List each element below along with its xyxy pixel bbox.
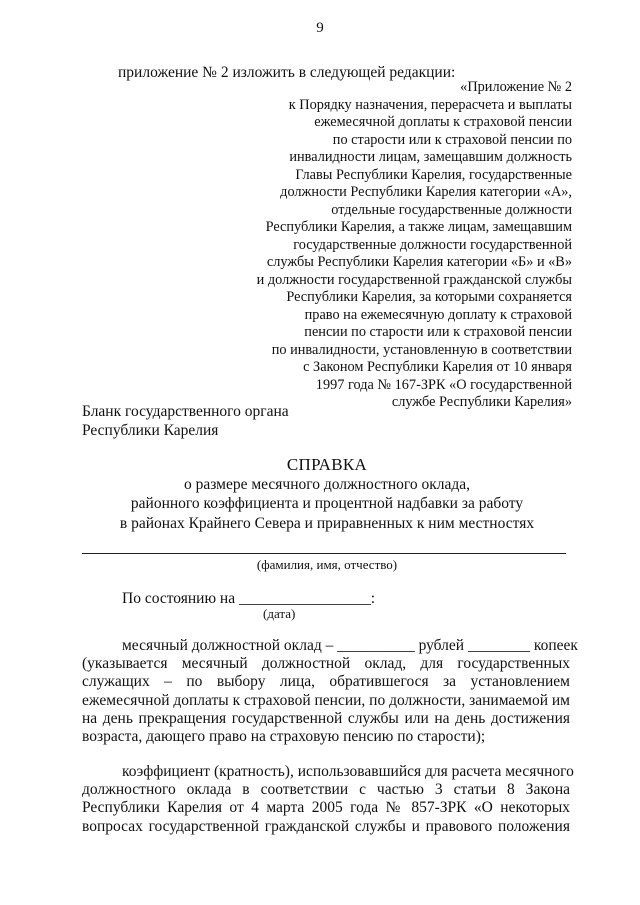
date-caption: (дата) [263, 606, 296, 621]
title-subline: районного коэффициента и процентной надбавки за работу [130, 495, 524, 512]
appendix-header-line: Республики Карелия, за которыми сохраняется [286, 289, 572, 305]
appendix-header-line: должности Республики Карелия категории «А», [280, 184, 572, 200]
title-main: СПРАВКА [286, 455, 368, 474]
appendix-header-line: пенсии по старости или к страховой пенсии [304, 324, 572, 340]
intro-line: приложение № 2 изложить в следующей редакции: [118, 64, 456, 81]
appendix-header [232, 79, 572, 412]
paragraph-line: коэффициент (кратность), использовавшийся для расчета месячного [122, 763, 574, 780]
coefficient-paragraph [82, 763, 574, 836]
appendix-header-line: Республики Карелия, а также лицам, замещавшим [265, 219, 572, 235]
appendix-header-line: «Приложение № 2 [460, 79, 572, 95]
paragraph-line: должностного оклада в соответствии с частью 3 статьи 8 Закона [82, 781, 570, 799]
appendix-header-line: 1997 года № 167-ЗРК «О государственной [315, 376, 572, 393]
paragraph-line: возраста, дающего право на страховую пенсию по старости); [82, 728, 486, 746]
title-subline: о размере месячного должностного оклада, [183, 475, 470, 493]
paragraph-line: ежемесячной доплаты к страховой пенсии, по должности, занимаемой им [82, 691, 570, 709]
paragraph-line: Республики Карелия от 4 марта 2005 года № 857-ЗРК «О некоторых [82, 799, 570, 817]
appendix-header-line: ежемесячной доплаты к страховой пенсии [314, 114, 572, 130]
title-subline: в районах Крайнего Севера и приравненных к ним местностях [119, 514, 535, 532]
blank-line: Республики Карелия [82, 422, 219, 439]
appendix-header-line: по старости или к страховой пенсии по [332, 131, 572, 148]
paragraph-line: месячный должностной оклад – __________ рублей ________ копеек [122, 637, 578, 654]
appendix-header-line: отдельные государственные должности [331, 201, 572, 218]
state-date-line: По состоянию на _________________: [122, 590, 376, 607]
appendix-header-line: Главы Республики Карелия, государственные [295, 166, 572, 183]
paragraph-line: (указывается месячный должностной оклад, для государственных [82, 655, 570, 673]
document-title [0, 455, 640, 533]
fio-fill-line [82, 553, 566, 554]
fio-caption: (фамилия, имя, отчество) [256, 557, 398, 572]
blank-header [82, 402, 289, 440]
page-number: 9 [316, 20, 324, 36]
appendix-header-line: с Законом Республики Карелия от 10 января [303, 359, 572, 375]
salary-paragraph [82, 637, 578, 746]
appendix-header-line: службы Республики Карелия категории «Б» и «В» [266, 254, 572, 270]
paragraph-line: вопросах государственной гражданской службы и правового положения [82, 817, 570, 835]
appendix-header-line: право на ежемесячную доплату к страховой [304, 306, 572, 323]
appendix-header-line: к Порядку назначения, перерасчета и выплаты [288, 96, 572, 113]
paragraph-line: на день прекращения государственной службы или на день достижения [82, 709, 570, 727]
appendix-header-line: службе Республики Карелия» [391, 394, 572, 410]
appendix-header-line: и должности государственной гражданской службы [256, 271, 572, 288]
blank-line: Бланк государственного органа [82, 403, 289, 420]
appendix-header-line: по инвалидности, установленную в соответствии [271, 341, 572, 358]
appendix-header-line: государственные должности государственной [293, 236, 572, 253]
paragraph-line: служащих – по выбору лица, обратившегося за установлением [82, 673, 570, 691]
appendix-header-line: инвалидности лицам, замещавшим должность [289, 149, 572, 165]
